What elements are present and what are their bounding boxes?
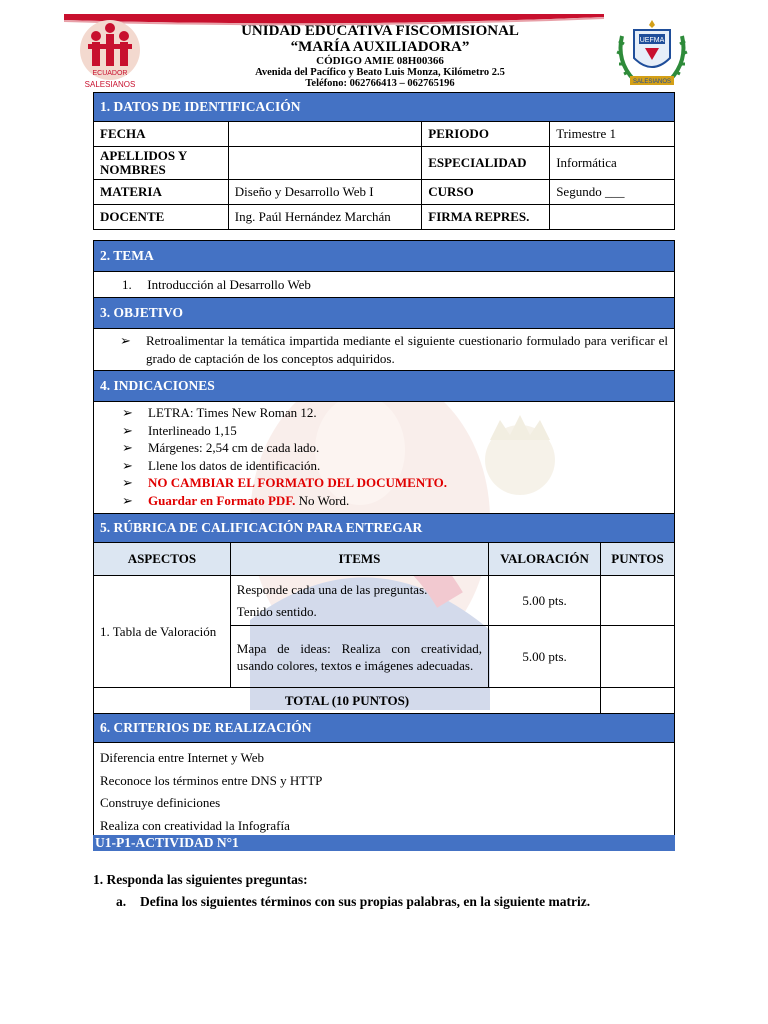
criterio-item: Reconoce los términos entre DNS y HTTP — [100, 772, 323, 788]
arrow-bullet-icon: ➢ — [122, 492, 133, 508]
school-subname: “MARÍA AUXILIADORA” — [290, 38, 470, 55]
rubric-item-2-points[interactable] — [601, 626, 675, 688]
rubric-item-1-text-b: Tenido sentido. — [236, 603, 317, 619]
label-apellidos-nombres: APELLIDOS Y NOMBRES — [94, 147, 229, 180]
salesianos-ecuador-logo — [70, 18, 150, 90]
section-1-title: 1. DATOS DE IDENTIFICACIÓN — [94, 93, 675, 122]
indicacion-text: Interlineado 1,15 — [148, 422, 237, 438]
value-docente: Ing. Paúl Hernández Marchán — [228, 205, 421, 230]
label-fecha: FECHA — [94, 122, 229, 147]
indicacion-item — [100, 404, 668, 422]
objetivo-text: Retroalimentar la temática impartida mediante el siguiente cuestionario formulado para verificar el grado de captación de los conceptos adquiridos. — [146, 332, 668, 366]
label-especialidad: ESPECIALIDAD — [422, 147, 550, 180]
logo-right-text-uefma: UEFMA — [639, 37, 665, 44]
logo-right-text-salesianos: SALESIANOS — [632, 79, 672, 85]
indicacion-text: Llene los datos de identificación. — [148, 457, 321, 473]
indicaciones-cell — [94, 402, 675, 514]
activity-title-bar: U1-P1-ACTIVIDAD N°1 — [93, 835, 675, 851]
rubric-item-1-points[interactable] — [601, 576, 675, 626]
section-5-title: 5. RÚBRICA DE CALIFICACIÓN PARA ENTREGAR — [94, 514, 675, 543]
question-1a-marker: a. — [116, 894, 127, 909]
label-docente: DOCENTE — [94, 205, 229, 230]
criterio-item: Realiza con creatividad la Infografía — [100, 817, 290, 833]
amie-code: CÓDIGO AMIE 08H00366 — [316, 54, 444, 67]
logo-left-text-salesianos: SALESIANOS — [84, 80, 136, 89]
rubric-header-aspectos: ASPECTOS — [94, 543, 231, 576]
school-phone: Teléfono: 062766413 – 062765196 — [305, 78, 455, 90]
indicaciones-list — [100, 404, 668, 509]
school-header — [150, 24, 610, 89]
school-address: Avenida del Pacífico y Beato Luis Monza, Kilómetro 2.5 — [255, 67, 505, 79]
rubric-item-1 — [230, 576, 488, 626]
arrow-bullet-icon: ➢ — [122, 440, 133, 455]
rubric-total-points[interactable] — [601, 688, 675, 714]
arrow-bullet-icon: ➢ — [122, 475, 133, 490]
criterios-cell — [94, 743, 675, 840]
value-apellidos-nombres[interactable] — [228, 147, 421, 180]
indicacion-item — [100, 457, 668, 475]
value-fecha[interactable] — [228, 122, 421, 147]
identification-table — [93, 92, 675, 230]
value-firma-repres[interactable] — [550, 205, 675, 230]
indicacion-text: Márgenes: 2,54 cm de cada lado. — [148, 440, 320, 455]
label-firma-repres: FIRMA REPRES. — [422, 205, 550, 230]
rubric-header-puntos: PUNTOS — [601, 543, 675, 576]
section-6-title: 6. CRITERIOS DE REALIZACIÓN — [94, 714, 675, 743]
rubric-total-label: TOTAL (10 PUNTOS) — [94, 688, 601, 714]
arrow-bullet-icon: ➢ — [122, 405, 133, 420]
indicacion-suffix: No Word. — [295, 492, 350, 508]
value-especialidad: Informática — [550, 147, 675, 180]
label-materia: MATERIA — [94, 180, 229, 205]
value-curso[interactable]: Segundo ___ — [550, 180, 675, 205]
question-1a — [116, 894, 590, 910]
tema-item-text: Introducción al Desarrollo Web — [147, 276, 311, 292]
value-materia: Diseño y Desarrollo Web I — [228, 180, 421, 205]
section-3-title: 3. OBJETIVO — [94, 298, 675, 329]
indicacion-warning-text: NO CAMBIAR EL FORMATO DEL DOCUMENTO. — [148, 475, 448, 490]
indicacion-item — [100, 492, 668, 510]
school-name: UNIDAD EDUCATIVA FISCOMISIONAL — [241, 23, 519, 39]
criterio-item: Diferencia entre Internet y Web — [100, 750, 265, 765]
indicacion-text: LETRA: Times New Roman 12. — [148, 405, 317, 420]
indicacion-item — [100, 474, 668, 492]
arrow-bullet-icon: ➢ — [122, 422, 133, 438]
indicacion-item — [100, 422, 668, 440]
question-1: 1. Responda las siguientes preguntas: — [93, 872, 308, 887]
indicacion-warning-text: Guardar en Formato PDF. — [148, 492, 296, 508]
rubric-item-1-text-a: Responde cada una de las preguntas. — [236, 581, 428, 597]
section-4-title: 4. INDICACIONES — [94, 371, 675, 402]
rubric-header-items: ITEMS — [230, 543, 488, 576]
tema-item-number: 1. — [122, 276, 132, 292]
label-curso: CURSO — [422, 180, 550, 205]
arrow-bullet-icon: ➢ — [122, 457, 133, 473]
question-1a-text: Defina los siguientes términos con sus propias palabras, en la siguiente matriz. — [140, 894, 591, 909]
rubric-item-1-value: 5.00 pts. — [489, 576, 601, 626]
tema-item — [94, 272, 675, 298]
logo-left-text-ecuador: ECUADOR — [92, 70, 128, 77]
uefma-school-crest — [612, 16, 692, 92]
rubric-item-2-value: 5.00 pts. — [489, 626, 601, 688]
indicacion-item — [100, 439, 668, 457]
rubric-item-2-text: Mapa de ideas: Realiza con creatividad, usando colores, textos e imágenes adecuadas. — [230, 626, 488, 688]
rubric-header-valoracion: VALORACIÓN — [489, 543, 601, 576]
objetivo-cell — [94, 329, 675, 371]
label-periodo: PERIODO — [422, 122, 550, 147]
objetivo-arrow-icon: ➢ — [120, 332, 131, 348]
section-2-title: 2. TEMA — [94, 241, 675, 272]
criterio-item: Construye definiciones — [100, 795, 221, 810]
value-periodo: Trimestre 1 — [550, 122, 675, 147]
rubric-aspect: 1. Tabla de Valoración — [94, 576, 231, 688]
activity-content-table — [93, 240, 675, 840]
